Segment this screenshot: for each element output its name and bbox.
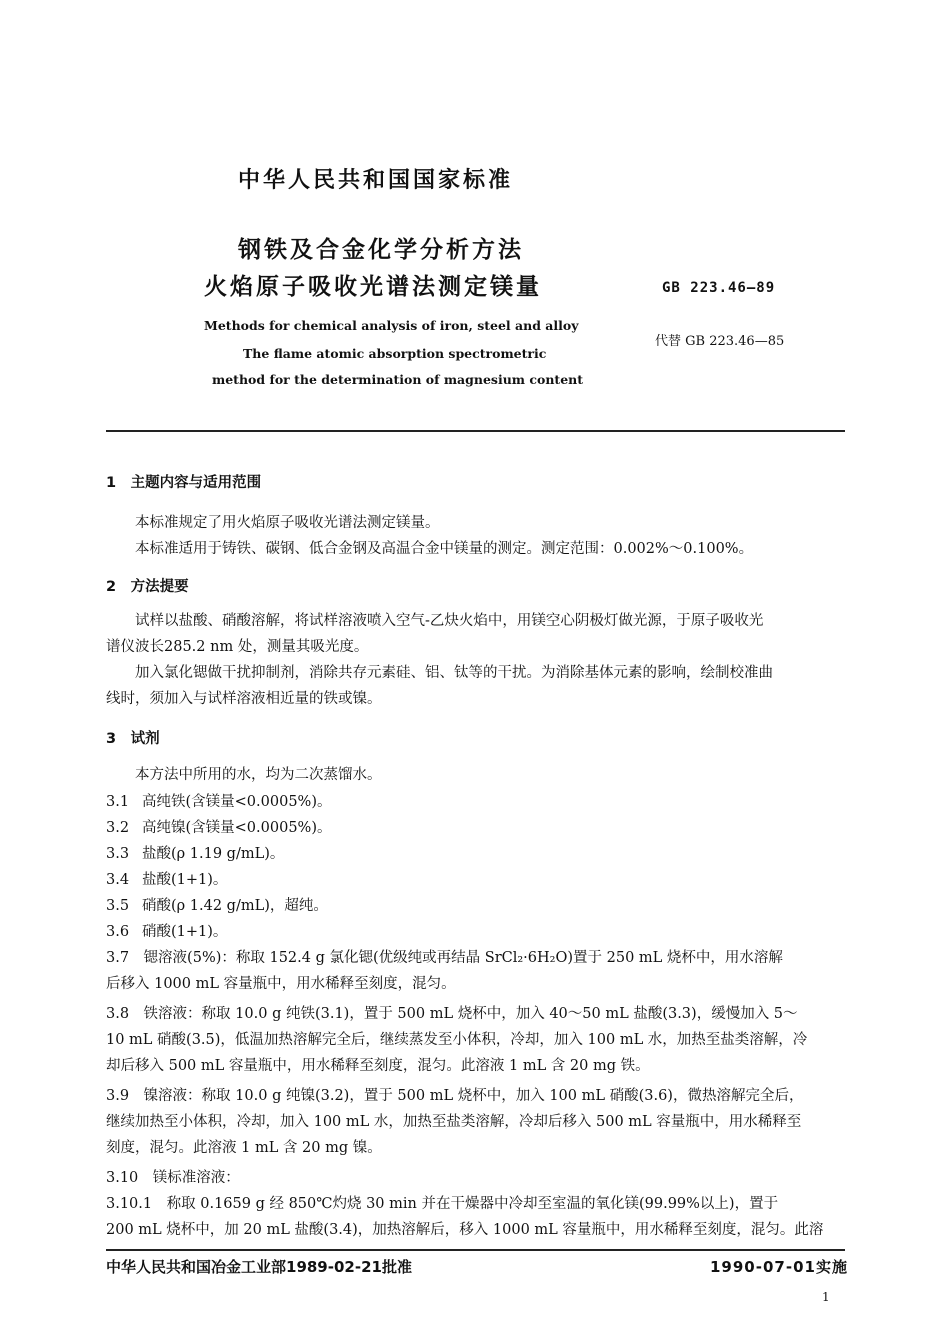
reagent-3-10-1-line-2: 200 mL 烧杯中，加 20 mL 盐酸(3.4)，加热溶解后，移入 1000 mL 容量瓶中，用水稀释至刻度，混匀。此溶 [106,1222,824,1238]
reagent-text: 盐酸(1+1)。 [142,872,228,888]
reagent-3-8-line-2: 10 mL 硝酸(3.5)，低温加热溶解完全后，继续蒸发至小体积，冷却，加入 100 mL 水，加热至盐类溶解，冷 [106,1032,808,1048]
reagent-3-8-line-1: 3.8 铁溶液：称取 10.0 g 纯铁(3.1)，置于 500 mL 烧杯中，加入 40～50 mL 盐酸(3.3)，缓慢加入 5～ [106,1006,798,1022]
reagent-3-8-line-3: 却后移入 500 mL 容量瓶中，用水稀释至刻度，混匀。此溶液 1 mL 含 20 mg 铁。 [106,1058,650,1074]
title-line-2: 火焰原子吸收光谱法测定镁量 [204,274,542,300]
reagent-3-7-line-2: 后移入 1000 mL 容量瓶中，用水稀释至刻度，混匀。 [106,976,456,992]
reagent-number: 3.3 [106,846,130,862]
standard-org: 中华人民共和国国家标准 [238,168,514,193]
section-1-paragraph-1: 本标准规定了用火焰原子吸收光谱法测定镁量。 [135,515,440,531]
reagent-item [106,815,331,842]
reagent-number: 3.6 [106,924,130,940]
reagent-3-9-line-2: 继续加热至小体积，冷却，加入 100 mL 水，加热至盐类溶解，冷却后移入 500 mL 容量瓶中，用水稀释至 [106,1114,802,1130]
reagent-number: 3.4 [106,872,130,888]
reagent-3-7-line-1: 3.7 锶溶液(5%)：称取 152.4 g 氯化锶(优级纯或再结晶 SrCl₂·6H₂O)置于 250 mL 烧杯中，用水溶解 [106,950,783,966]
english-title-line-3: method for the determination of magnesium content [212,372,584,387]
reagent-item [106,841,284,868]
reagent-3-10-1-line-1: 3.10.1 称取 0.1659 g 经 850℃灼烧 30 min 并在干燥器中冷却至室温的氧化镁(99.99%以上)，置于 [106,1196,779,1212]
page-number: 1 [822,1290,830,1304]
section-2-paragraph-1-line-2: 谱仪波长285.2 nm 处，测量其吸光度。 [106,639,369,655]
reagent-text: 高纯镍(含镁量<0.0005%)。 [142,820,332,836]
english-title-line-2: The flame atomic absorption spectrometric [243,346,547,361]
effective-date: 1990-07-01实施 [710,1258,848,1276]
english-title-line-1: Methods for chemical analysis of iron, steel and alloy [204,318,579,333]
section-2-heading: 2 方法提要 [106,579,189,595]
approval-line: 中华人民共和国冶金工业部1989-02-21批准 [106,1258,412,1276]
replaces-code: 代替 GB 223.46—85 [655,334,785,349]
reagent-item [106,867,227,894]
section-1-paragraph-2: 本标准适用于铸铁、碳钢、低合金钢及高温合金中镁量的测定。测定范围：0.002%～0.100%。 [135,541,754,557]
section-3-heading: 3 试剂 [106,731,160,747]
section-2-paragraph-1-line-1: 试样以盐酸、硝酸溶解，将试样溶液喷入空气-乙炔火焰中，用镁空心阴极灯做光源，于原子吸收光 [135,613,764,629]
reagent-item [106,919,227,946]
reagent-text: 硝酸(ρ 1.42 g/mL)，超纯。 [142,898,328,914]
reagent-number: 3.1 [106,794,130,810]
reagent-3-10-heading: 3.10 镁标准溶液： [106,1170,240,1186]
reagent-3-9-line-1: 3.9 镍溶液：称取 10.0 g 纯镍(3.2)，置于 500 mL 烧杯中，加入 100 mL 硝酸(3.6)，微热溶解完全后， [106,1088,804,1104]
section-2-paragraph-2-line-1: 加入氯化锶做干扰抑制剂，消除共存元素硅、铝、钛等的干扰。为消除基体元素的影响，绘制校准曲 [135,665,773,681]
reagent-text: 盐酸(ρ 1.19 g/mL)。 [142,846,285,862]
reagent-text: 高纯铁(含镁量<0.0005%)。 [142,794,332,810]
reagent-text: 硝酸(1+1)。 [142,924,228,940]
header-divider [106,430,845,432]
reagent-3-9-line-3: 刻度，混匀。此溶液 1 mL 含 20 mg 镍。 [106,1140,382,1156]
footer-divider [106,1249,845,1251]
section-3-intro: 本方法中所用的水，均为二次蒸馏水。 [135,767,382,783]
reagent-number: 3.5 [106,898,130,914]
standard-code: GB 223.46—89 [662,280,776,296]
section-2-paragraph-2-line-2: 线时，须加入与试样溶液相近量的铁或镍。 [106,691,382,707]
reagent-item [106,893,328,920]
section-1-heading: 1 主题内容与适用范围 [106,475,262,491]
reagent-item [106,789,331,816]
reagent-number: 3.2 [106,820,130,836]
title-line-1: 钢铁及合金化学分析方法 [238,237,524,263]
